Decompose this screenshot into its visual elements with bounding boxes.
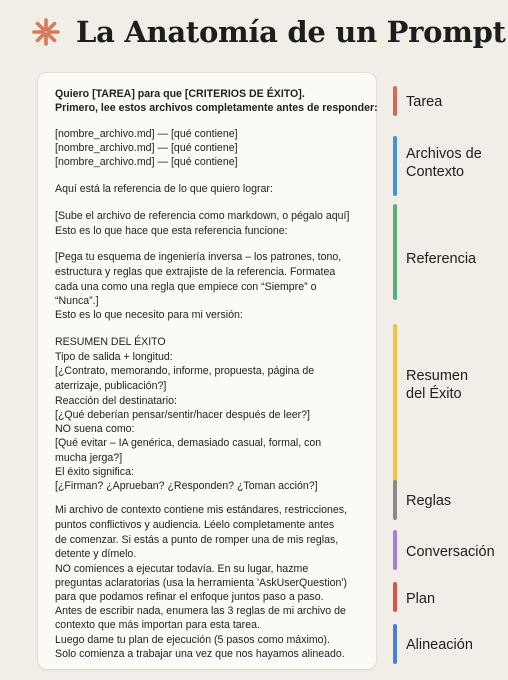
section-color-bar (393, 582, 397, 612)
section-label: Referencia (406, 251, 477, 267)
prompt-line: NO comiences a ejecutar todavía. En su lugar, hazme (55, 563, 309, 575)
prompt-line: NO suena como: (55, 423, 135, 435)
prompt-line: mucha jerga?] (55, 452, 123, 464)
prompt-line: Reacción del destinatario: (55, 395, 177, 407)
prompt-line: Luego dame tu plan de ejecución (5 pasos como máximo). (55, 634, 331, 646)
prompt-line: contexto que más importan para esta tarea. (55, 619, 260, 631)
prompt-line: de comenzar. Si estás a punto de romper una de mis reglas, (55, 534, 339, 546)
prompt-line: para que podamos refinar el enfoque juntos paso a paso. (55, 591, 324, 603)
prompt-line: [Pega tu esquema de ingeniería inversa – los patrones, tono, (55, 251, 342, 263)
section-label: Reglas (406, 493, 452, 509)
prompt-line: Solo comienza a trabajar una vez que nos hayamos alineado. (55, 648, 345, 660)
prompt-line: [Sube el archivo de referencia como markdown, o pégalo aquí] (55, 210, 350, 222)
section-color-bar (393, 530, 397, 570)
section-color-bar (393, 86, 397, 116)
prompt-line: Esto es lo que necesito para mi versión: (55, 309, 243, 321)
prompt-line: [nombre_archivo.md] — [qué contiene] (55, 128, 238, 140)
section-color-bar (393, 624, 397, 664)
prompt-line: [nombre_archivo.md] — [qué contiene] (55, 142, 238, 154)
section-label: Plan (406, 591, 436, 607)
prompt-line: RESUMEN DEL ÉXITO (55, 336, 166, 348)
prompt-line: [¿Qué deberían pensar/sentir/hacer después de leer?] (55, 409, 310, 421)
prompt-line: Aquí está la referencia de lo que quiero lograr: (55, 183, 273, 195)
section-label: Archivos de (406, 146, 482, 162)
section-color-bar (393, 136, 397, 196)
prompt-line: [¿Firman? ¿Aprueban? ¿Responden? ¿Toman acción?] (55, 480, 318, 492)
prompt-line: detente y dímelo. (55, 548, 137, 560)
prompt-line: “Nunca”.] (55, 295, 99, 307)
section-color-bar (393, 204, 397, 300)
section-label: Alineación (406, 637, 473, 653)
prompt-line: preguntas aclaratorias (usa la herramienta 'AskUserQuestion') (55, 577, 347, 589)
prompt-line: El éxito significa: (55, 466, 134, 478)
prompt-line: cada una como una regla que empiece con “Siempre” o (55, 281, 317, 293)
prompt-line: puntos conflictivos y audiencia. Léelo completamente antes (55, 519, 335, 531)
prompt-line: [¿Contrato, memorando, informe, propuesta, página de (55, 365, 315, 377)
prompt-line: aterrizaje, publicación?] (55, 380, 167, 392)
section-label: Conversación (406, 544, 495, 560)
prompt-line: [nombre_archivo.md] — [qué contiene] (55, 156, 238, 168)
section-label: del Éxito (406, 386, 462, 402)
prompt-line: Mi archivo de contexto contiene mis estándares, restricciones, (55, 504, 348, 516)
prompt-line: Esto es lo que hace que esta referencia funcione: (55, 225, 288, 237)
prompt-line: [Qué evitar – IA genérica, demasiado casual, formal, con (55, 437, 322, 449)
asterisk-icon (32, 18, 60, 46)
section-color-bar (393, 324, 397, 484)
section-label: Tarea (406, 94, 443, 110)
prompt-line: estructura y reglas que extrajiste de la referencia. Formatea (55, 266, 336, 278)
section-label: Resumen (406, 368, 469, 384)
prompt-line: Quiero [TAREA] para que [CRITERIOS DE ÉXITO]. (55, 88, 305, 100)
page-title: La Anatomía de un Prompt (76, 15, 506, 49)
prompt-line: Primero, lee estos archivos completamente antes de responder: (55, 102, 378, 114)
prompt-line: Tipo de salida + longitud: (55, 351, 173, 363)
section-color-bar (393, 480, 397, 520)
header (32, 10, 506, 54)
section-label: Contexto (406, 164, 465, 180)
prompt-line: Antes de escribir nada, enumera las 3 reglas de mi archivo de (55, 605, 346, 617)
